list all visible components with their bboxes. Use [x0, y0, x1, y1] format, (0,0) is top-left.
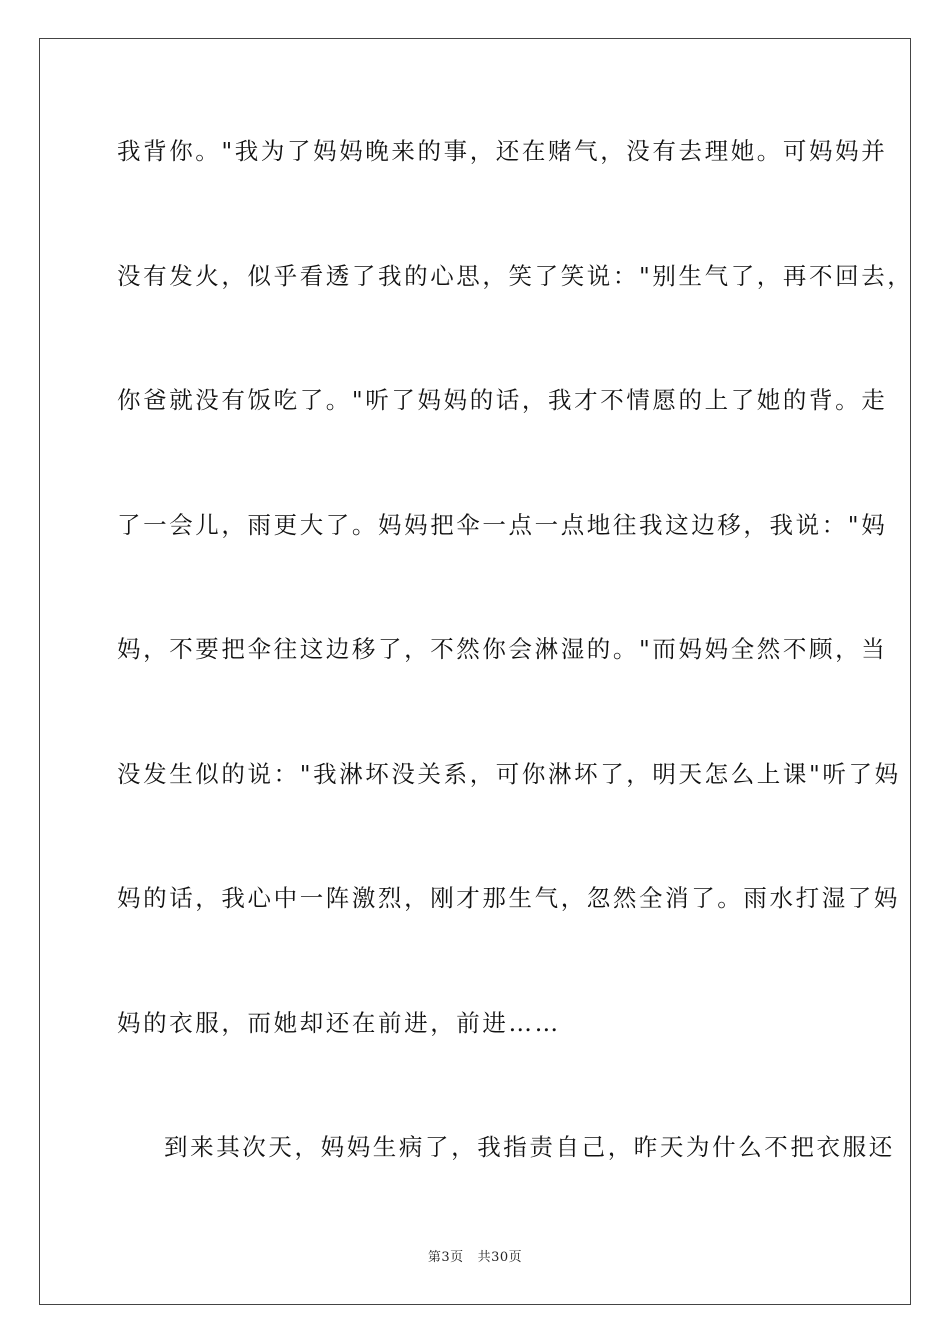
text-line: 没发生似的说："我淋坏没关系，可你淋坏了，明天怎么上课"听了妈	[117, 759, 901, 788]
text-line: 妈的话，我心中一阵激烈，刚才那生气，忽然全消了。雨水打湿了妈	[117, 884, 900, 912]
text-line: 我背你。"我为了妈妈晚来的事，还在赌气，没有去理她。可妈妈并	[117, 137, 888, 165]
page-number: 第3页	[427, 1250, 464, 1265]
text-line: 了一会儿，雨更大了。妈妈把伞一点一点地往我这边移，我说："妈	[117, 510, 888, 539]
text-line: 妈的衣服，而她却还在前进，前进……	[117, 1008, 561, 1037]
page-total: 共30页	[477, 1250, 523, 1265]
document-body	[117, 126, 914, 1247]
paragraph-start-line: 到来其次天，妈妈生病了，我指责自己，昨天为什么不把衣服还	[164, 1133, 895, 1161]
text-line: 没有发火，似乎看透了我的心思，笑了笑说："别生气了，再不回去，	[117, 261, 914, 290]
text-line: 妈，不要把伞往这边移了，不然你会淋湿的。"而妈妈全然不顾，当	[117, 635, 888, 663]
page-footer	[0, 1246, 950, 1265]
text-line: 你爸就没有饭吃了。"听了妈妈的话，我才不情愿的上了她的背。走	[117, 386, 888, 414]
